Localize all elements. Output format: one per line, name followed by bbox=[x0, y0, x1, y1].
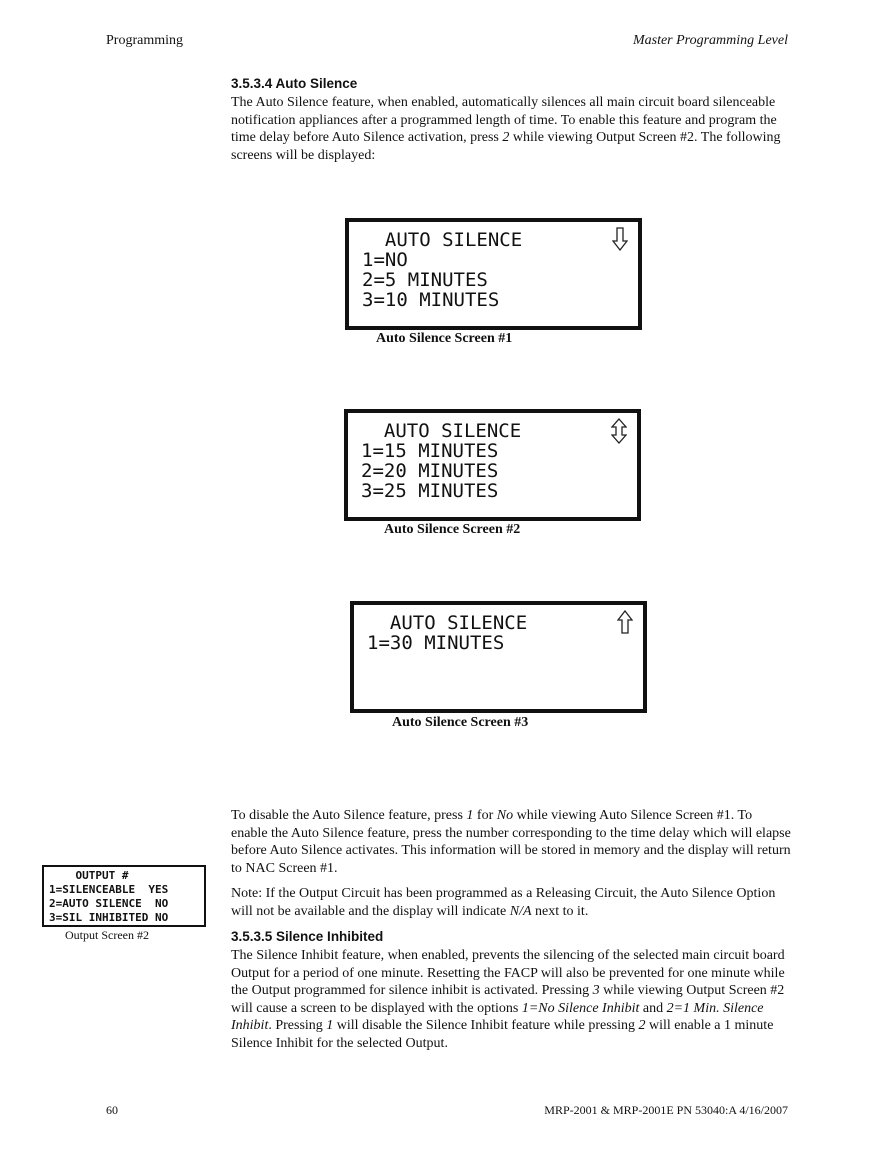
intro-key-2: 2 bbox=[502, 130, 510, 145]
lcd-line: 1=30 MINUTES bbox=[367, 632, 505, 654]
si-text-4: . Pressing bbox=[268, 1018, 327, 1033]
si-text-2: while viewing Output Screen #2 will cause a screen to be displayed with the options bbox=[231, 983, 785, 1016]
note-key-na: N/A bbox=[509, 903, 532, 919]
lcd-line: 3=25 MINUTES bbox=[361, 480, 499, 502]
down-arrow-icon bbox=[612, 227, 628, 251]
up-arrow-icon bbox=[617, 610, 633, 634]
si-text-6: will enable a 1 minute Silence Inhibit for the selected Output. bbox=[231, 1018, 774, 1051]
lcd-line bbox=[367, 653, 643, 673]
section-heading-auto-silence: 3.5.3.4 Auto Silence bbox=[231, 76, 358, 91]
section-heading-silence-inhibited: 3.5.3.5 Silence Inhibited bbox=[231, 929, 384, 944]
note-paragraph bbox=[231, 885, 791, 920]
auto-silence-screen-3 bbox=[350, 601, 647, 713]
lcd-line: AUTO SILENCE bbox=[362, 229, 523, 251]
disable-auto-silence-paragraph bbox=[231, 807, 791, 877]
si-text-5: will disable the Silence Inhibit feature while pressing bbox=[333, 1018, 639, 1033]
disable-key-no: No bbox=[496, 808, 514, 823]
page-number: 60 bbox=[106, 1103, 118, 1117]
lcd-line: 1=NO bbox=[362, 249, 408, 271]
lcd-line bbox=[367, 673, 643, 693]
si-text-1: The Silence Inhibit feature, when enabled, prevents the silencing of the selected main circuit board Output for a period of one minute. Resetting the FACP will also be prevented for one minute while the Output programmed for silence inhibit is activated. Pressing bbox=[231, 948, 785, 998]
lcd-line: 2=AUTO SILENCE NO bbox=[49, 897, 169, 910]
si-key-1: 1 bbox=[326, 1018, 334, 1033]
si-option-2: 2=1 Min. Silence Inhibit bbox=[231, 1000, 764, 1033]
up-down-arrow-icon bbox=[611, 418, 627, 444]
silence-inhibited-paragraph bbox=[231, 947, 791, 1052]
lcd-line: 3=10 MINUTES bbox=[362, 289, 500, 311]
lcd-line: 1=SILENCEABLE YES bbox=[49, 883, 169, 896]
screen-2-caption: Auto Silence Screen #2 bbox=[384, 522, 521, 537]
note-text-2: next to it. bbox=[531, 903, 589, 919]
si-option-1: 1=No Silence Inhibit bbox=[521, 1000, 640, 1016]
si-key-3: 3 bbox=[592, 983, 600, 998]
si-text-3: and bbox=[639, 1000, 667, 1016]
lcd-line: AUTO SILENCE bbox=[367, 612, 528, 634]
disable-text-1: To disable the Auto Silence feature, press bbox=[231, 808, 467, 823]
running-header-right: Master Programming Level bbox=[632, 33, 788, 48]
si-key-2: 2 bbox=[638, 1018, 646, 1033]
lcd-line: OUTPUT # bbox=[49, 869, 129, 882]
document-id: MRP-2001 & MRP-2001E PN 53040:A 4/16/2007 bbox=[544, 1103, 788, 1117]
running-header-left: Programming bbox=[106, 33, 183, 48]
intro-text-2: while viewing Output Screen #2. The following screens will be displayed: bbox=[231, 130, 781, 163]
screen-1-caption: Auto Silence Screen #1 bbox=[376, 331, 513, 346]
note-text-1: Note: If the Output Circuit has been programmed as a Releasing Circuit, the Auto Silence Option will not be available and the display will indicate bbox=[231, 886, 776, 919]
output-screen-2 bbox=[42, 865, 206, 927]
lcd-line: 3=SIL INHIBITED NO bbox=[49, 911, 169, 924]
auto-silence-intro-paragraph bbox=[231, 94, 791, 164]
output-screen-caption: Output Screen #2 bbox=[65, 928, 149, 942]
lcd-line: 1=15 MINUTES bbox=[361, 440, 499, 462]
lcd-line: 2=5 MINUTES bbox=[362, 269, 488, 291]
screen-3-caption: Auto Silence Screen #3 bbox=[392, 715, 529, 730]
disable-text-2: for bbox=[473, 808, 497, 823]
auto-silence-screen-1 bbox=[345, 218, 642, 330]
disable-key-1: 1 bbox=[466, 808, 474, 823]
disable-text-3: while viewing Auto Silence Screen #1. To enable the Auto Silence feature, press the number corresponding to the time delay which will elapse before Auto Silence activates. This information will be stored in memory and the display will return to NAC Screen #1. bbox=[231, 808, 791, 876]
intro-text-1: The Auto Silence feature, when enabled, automatically silences all main circuit board silenceable notification appliances after a programmed length of time. To enable this feature and program the time delay before Auto Silence activation, press bbox=[231, 95, 777, 145]
lcd-line: AUTO SILENCE bbox=[361, 420, 522, 442]
lcd-line: 2=20 MINUTES bbox=[361, 460, 499, 482]
auto-silence-screen-2 bbox=[344, 409, 641, 521]
